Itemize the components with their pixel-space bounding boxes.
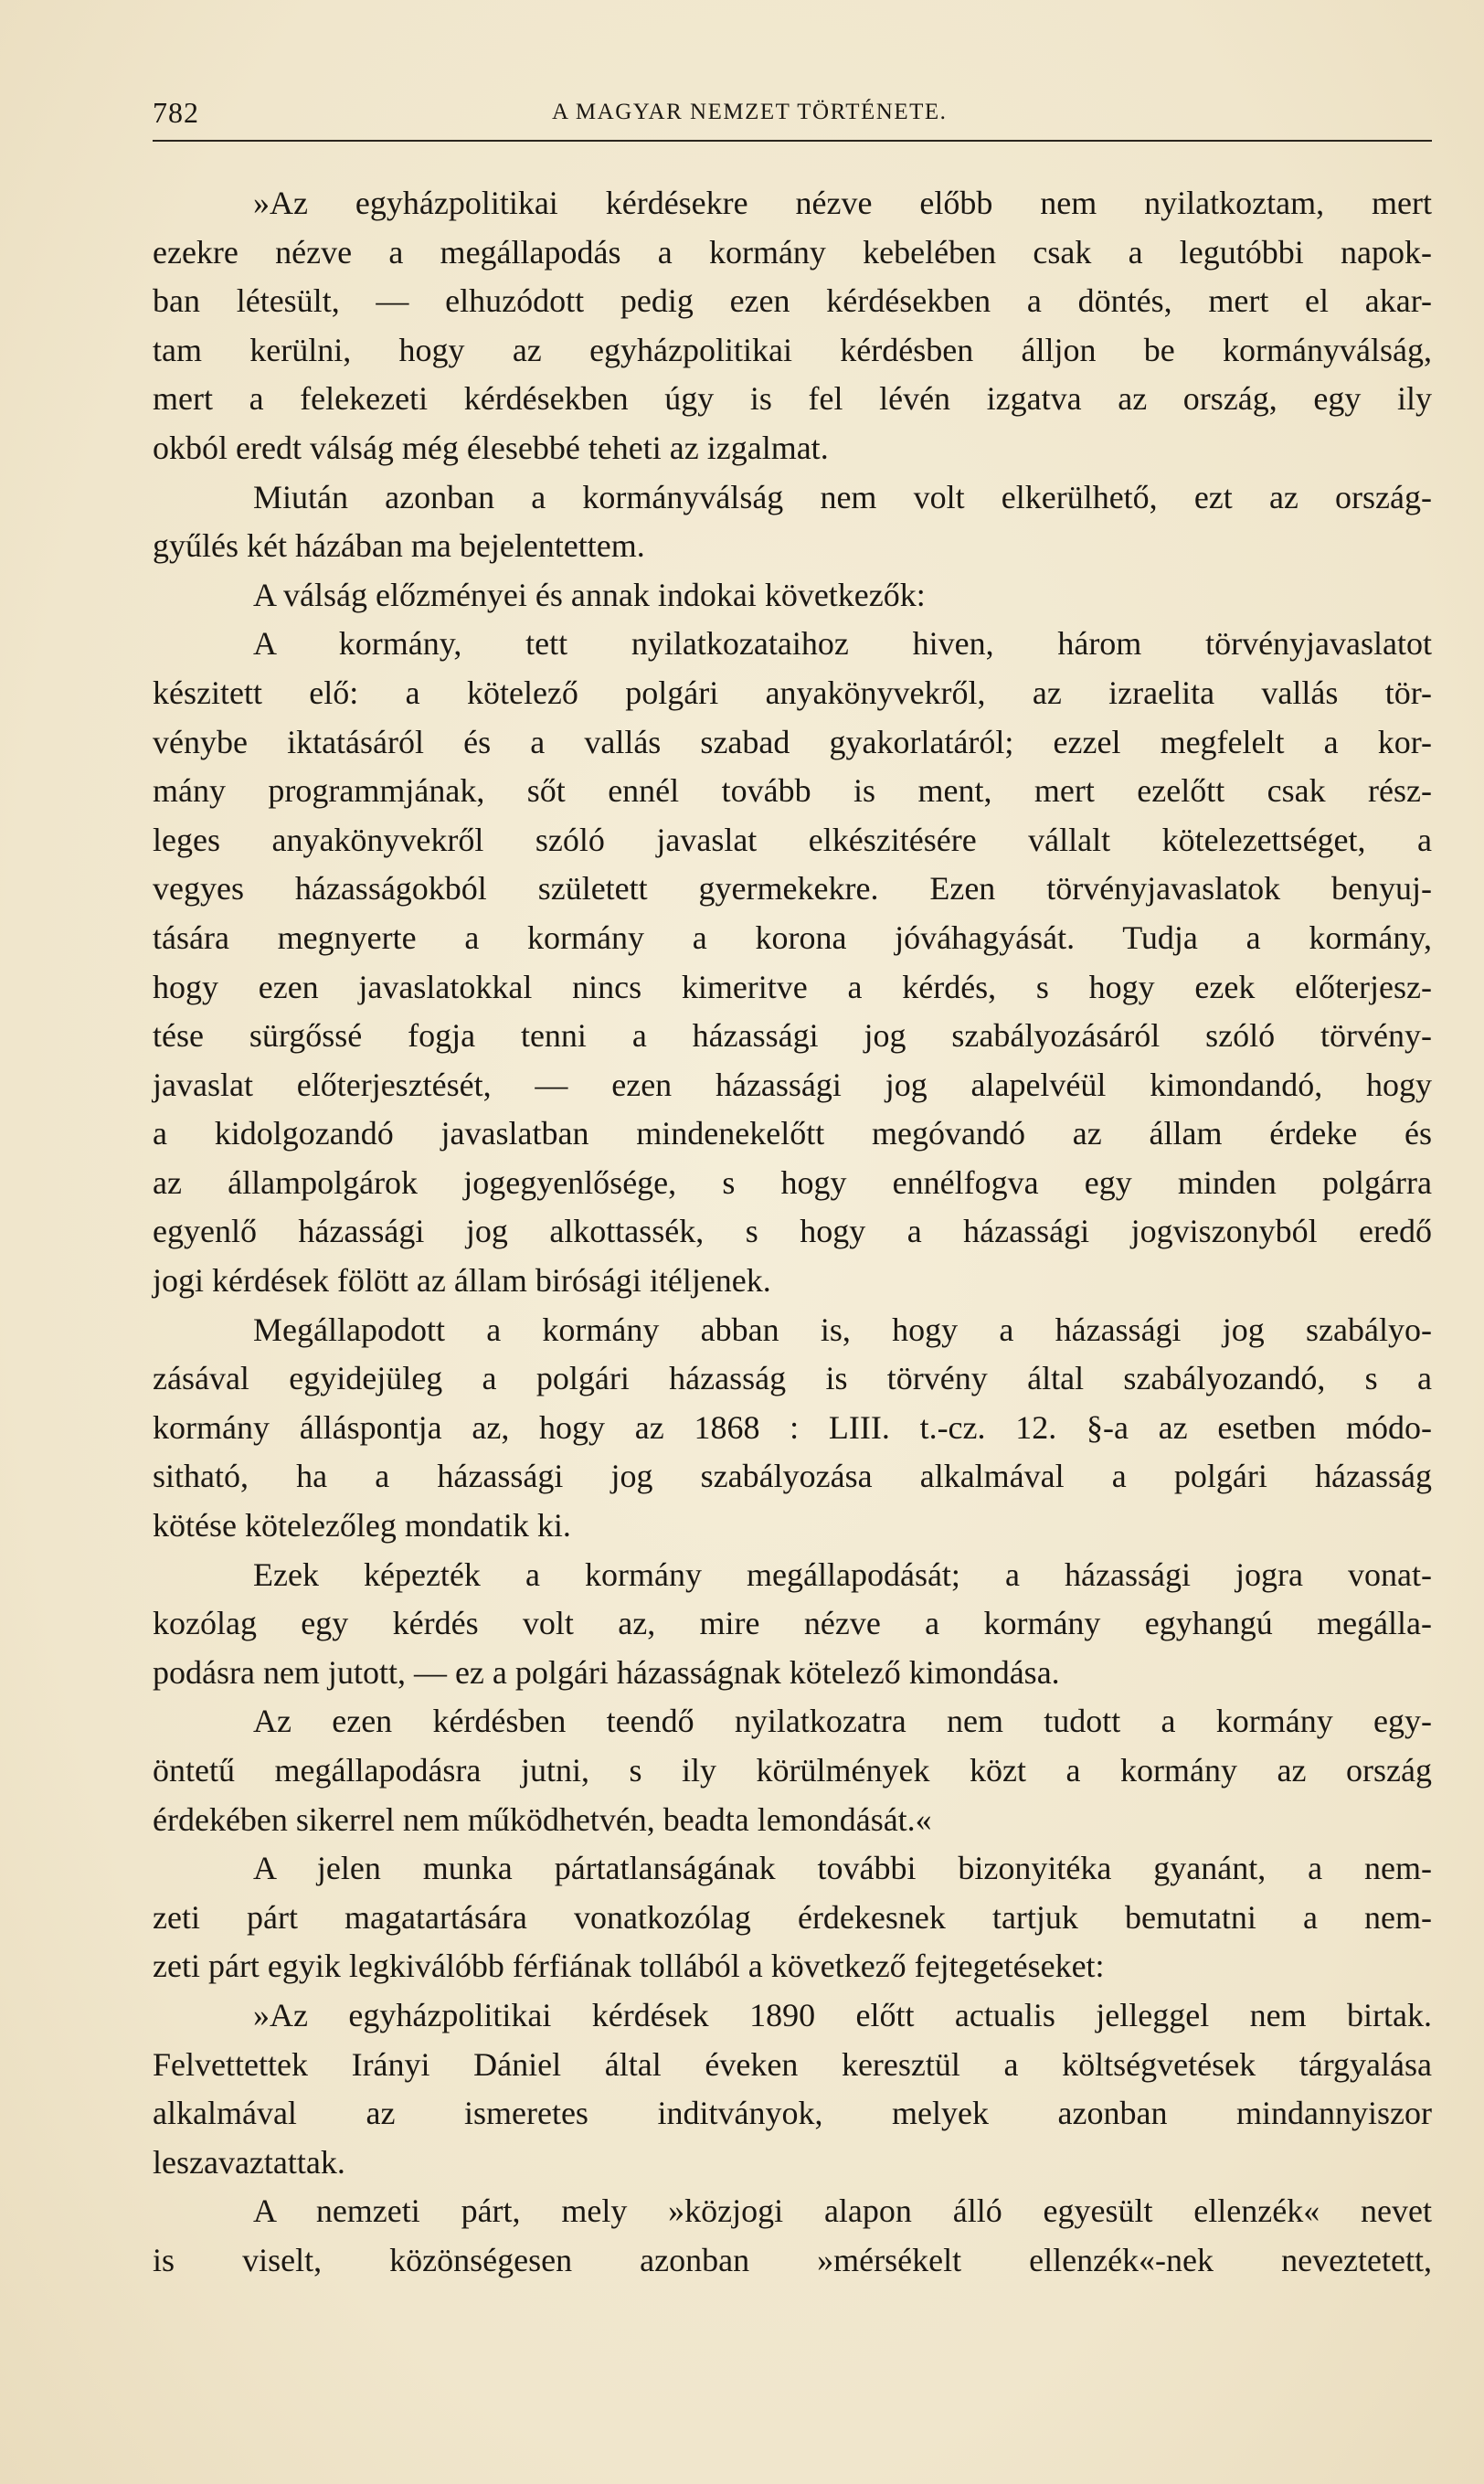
text-line: Felvettettek Irányi Dániel által éveken keresztül a költségvetések tárgyalása	[153, 2045, 1432, 2083]
text-line: Az ezen kérdésben teendő nyilatkozatra nem tudott a kormány egy-	[253, 1703, 1432, 1740]
text-line: mány programmjának, sőt ennél tovább is ment, mert ezelőtt csak rész-	[153, 772, 1432, 810]
text-line: a kidolgozandó javaslatban mindenekelőtt megóvandó az állam érdeke és	[153, 1115, 1432, 1152]
text-line: az állampolgárok jogegyenlősége, s hogy ennélfogva egy minden polgárra	[153, 1163, 1432, 1201]
text-line: kormány álláspontja az, hogy az 1868 : LIII. t.-cz. 12. §-a az esetben módo-	[153, 1408, 1432, 1446]
text-line: zeti párt egyik legkiválóbb férfiának tollából a következő fejtegetéseket:	[153, 1948, 1105, 1985]
text-line: leges anyakönyvekről szóló javaslat elkészitésére vállalt kötelezettséget, a	[153, 821, 1432, 858]
text-line: okból eredt válság még élesebbé teheti az izgalmat.	[153, 429, 829, 466]
text-line: Megállapodott a kormány abban is, hogy a házassági jog szabályo-	[253, 1311, 1432, 1348]
text-line: Ezek képezték a kormány megállapodását; a házassági jogra vonat-	[253, 1555, 1432, 1593]
text-line: javaslat előterjesztését, — ezen házassági jog alapelvéül kimondandó, hogy	[153, 1066, 1432, 1103]
text-line: is viselt, közönségesen azonban »mérsékelt ellenzék«-nek neveztetett,	[153, 2241, 1432, 2278]
text-line: A válság előzményei és annak indokai következők:	[253, 576, 926, 613]
text-line: tam kerülni, hogy az egyházpolitikai kérdésben álljon be kormányválság,	[153, 331, 1432, 368]
text-line: mert a felekezeti kérdésekben úgy is fel lévén izgatva az ország, egy ily	[153, 380, 1432, 418]
text-line: ezekre nézve a megállapodás a kormány kebelében csak a legutóbbi napok-	[153, 233, 1432, 271]
page-header	[153, 96, 1432, 133]
text-line: vegyes házasságokból született gyermekekre. Ezen törvényjavaslatok benyuj-	[153, 870, 1432, 908]
text-line: egyenlő házassági jog alkottassék, s hogy a házassági jogviszonyból eredő	[153, 1213, 1432, 1250]
text-line: kötése kötelezőleg mondatik ki.	[153, 1507, 571, 1545]
running-head: A MAGYAR NEMZET TÖRTÉNETE.	[552, 100, 948, 124]
text-line: sitható, ha a házassági jog szabályozása alkalmával a polgári házasság	[153, 1458, 1432, 1495]
text-line: A kormány, tett nyilatkozataihoz hiven, három törvényjavaslatot	[253, 625, 1432, 663]
text-line: zeti párt magatartására vonatkozólag érdekesnek tartjuk bemutatni a nem-	[153, 1898, 1432, 1936]
text-line: tására megnyerte a kormány a korona jóváhagyását. Tudja a kormány,	[153, 918, 1432, 956]
body-text	[153, 179, 1432, 2286]
text-line: érdekében sikerrel nem működhetvén, beadta lemondását.«	[153, 1800, 932, 1838]
text-line: leszavaztattak.	[153, 2143, 345, 2181]
text-line: A nemzeti párt, mely »közjogi alapon álló egyesült ellenzék« nevet	[253, 2192, 1432, 2230]
text-line: Miután azonban a kormányválság nem volt elkerülhető, ezt az ország-	[253, 478, 1432, 515]
text-line: zásával egyidejüleg a polgári házasság is törvény által szabályozandó, s a	[153, 1360, 1432, 1397]
text-line: vénybe iktatásáról és a vallás szabad gyakorlatáról; ezzel megfelelt a kor-	[153, 723, 1432, 760]
page-number: 782	[153, 96, 199, 129]
text-line: »Az egyházpolitikai kérdések 1890 előtt actualis jelleggel nem birtak.	[253, 1996, 1432, 2033]
text-line: ban létesült, — elhuzódott pedig ezen kérdésekben a döntés, mert el akar-	[153, 282, 1432, 320]
text-line: hogy ezen javaslatokkal nincs kimeritve a kérdés, s hogy ezek előterjesz-	[153, 968, 1432, 1005]
text-line: tése sürgőssé fogja tenni a házassági jog szabályozásáról szóló törvény-	[153, 1017, 1432, 1055]
text-line: gyűlés két házában ma bejelentettem.	[153, 527, 645, 565]
text-line: »Az egyházpolitikai kérdésekre nézve előbb nem nyilatkoztam, mert	[253, 185, 1432, 221]
text-line: A jelen munka pártatlanságának további bizonyitéka gyanánt, a nem-	[253, 1850, 1432, 1887]
text-line: kozólag egy kérdés volt az, mire nézve a kormány egyhangú megálla-	[153, 1605, 1432, 1642]
header-rule	[153, 140, 1432, 142]
text-line: öntetű megállapodásra jutni, s ily körülmények közt a kormány az ország	[153, 1752, 1432, 1789]
text-line: podásra nem jutott, — ez a polgári házasságnak kötelező kimondása.	[153, 1653, 1060, 1691]
text-line: jogi kérdések fölött az állam birósági itéljenek.	[153, 1262, 771, 1300]
text-line: készitett elő: a kötelező polgári anyakönyvekről, az izraelita vallás tör-	[153, 674, 1432, 711]
text-line: alkalmával az ismeretes inditványok, melyek azonban mindannyiszor	[153, 2095, 1432, 2132]
